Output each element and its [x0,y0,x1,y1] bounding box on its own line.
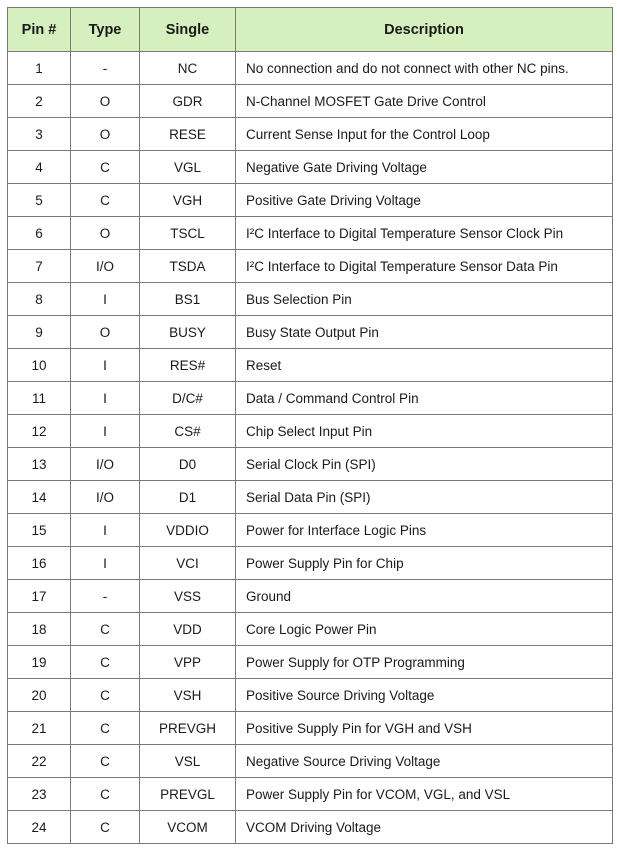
description-cell: Power Supply Pin for VCOM, VGL, and VSL [236,778,613,811]
table-row [8,85,613,118]
description-cell: Current Sense Input for the Control Loop [236,118,613,151]
table-row [8,382,613,415]
description-cell: Serial Data Pin (SPI) [236,481,613,514]
pin-cell: 21 [8,712,71,745]
signal-cell: PREVGL [140,778,236,811]
type-cell: - [71,52,140,85]
type-cell: I [71,283,140,316]
pin-cell: 19 [8,646,71,679]
type-cell: C [71,778,140,811]
header-row [8,8,613,52]
type-cell: I/O [71,481,140,514]
table-row [8,349,613,382]
table-row [8,514,613,547]
type-cell: C [71,712,140,745]
description-cell: Negative Source Driving Voltage [236,745,613,778]
table-row [8,580,613,613]
pin-cell: 5 [8,184,71,217]
signal-cell: RESE [140,118,236,151]
description-cell: I²C Interface to Digital Temperature Sensor Data Pin [236,250,613,283]
pin-cell: 16 [8,547,71,580]
description-cell: I²C Interface to Digital Temperature Sensor Clock Pin [236,217,613,250]
pin-cell: 18 [8,613,71,646]
type-cell: C [71,151,140,184]
description-cell: VCOM Driving Voltage [236,811,613,844]
table-row [8,481,613,514]
header-single: Single [140,8,236,52]
table-row [8,811,613,844]
description-cell: Negative Gate Driving Voltage [236,151,613,184]
table-row [8,415,613,448]
signal-cell: VGL [140,151,236,184]
description-cell: Power Supply for OTP Programming [236,646,613,679]
description-cell: Power Supply Pin for Chip [236,547,613,580]
table-row [8,646,613,679]
description-cell: Positive Source Driving Voltage [236,679,613,712]
type-cell: C [71,646,140,679]
type-cell: C [71,745,140,778]
header-pin: Pin # [8,8,71,52]
type-cell: I [71,415,140,448]
signal-cell: TSCL [140,217,236,250]
type-cell: O [71,316,140,349]
signal-cell: VSL [140,745,236,778]
description-cell: Positive Gate Driving Voltage [236,184,613,217]
table-row [8,118,613,151]
table-row [8,448,613,481]
pin-cell: 17 [8,580,71,613]
pin-cell: 1 [8,52,71,85]
description-cell: No connection and do not connect with other NC pins. [236,52,613,85]
table-row [8,316,613,349]
description-cell: Ground [236,580,613,613]
signal-cell: BS1 [140,283,236,316]
type-cell: C [71,184,140,217]
pin-cell: 9 [8,316,71,349]
signal-cell: D0 [140,448,236,481]
description-cell: Chip Select Input Pin [236,415,613,448]
signal-cell: CS# [140,415,236,448]
table-body [8,52,613,844]
type-cell: O [71,217,140,250]
signal-cell: NC [140,52,236,85]
pin-cell: 3 [8,118,71,151]
signal-cell: VDD [140,613,236,646]
pin-cell: 2 [8,85,71,118]
type-cell: C [71,811,140,844]
signal-cell: PREVGH [140,712,236,745]
header-type: Type [71,8,140,52]
type-cell: I/O [71,448,140,481]
signal-cell: D/C# [140,382,236,415]
pin-cell: 7 [8,250,71,283]
description-cell: Serial Clock Pin (SPI) [236,448,613,481]
table-row [8,712,613,745]
description-cell: Reset [236,349,613,382]
type-cell: O [71,118,140,151]
type-cell: C [71,679,140,712]
description-cell: Busy State Output Pin [236,316,613,349]
table-row [8,679,613,712]
pin-cell: 14 [8,481,71,514]
signal-cell: VDDIO [140,514,236,547]
signal-cell: VSH [140,679,236,712]
description-cell: Data / Command Control Pin [236,382,613,415]
signal-cell: VGH [140,184,236,217]
table-row [8,547,613,580]
type-cell: - [71,580,140,613]
type-cell: O [71,85,140,118]
pin-cell: 10 [8,349,71,382]
signal-cell: TSDA [140,250,236,283]
header-description: Description [236,8,613,52]
type-cell: I/O [71,250,140,283]
pin-cell: 22 [8,745,71,778]
pin-cell: 11 [8,382,71,415]
table-row [8,52,613,85]
type-cell: C [71,613,140,646]
table-row [8,613,613,646]
pin-table [7,7,613,844]
pin-cell: 15 [8,514,71,547]
signal-cell: VCI [140,547,236,580]
table-row [8,283,613,316]
signal-cell: RES# [140,349,236,382]
type-cell: I [71,382,140,415]
description-cell: N-Channel MOSFET Gate Drive Control [236,85,613,118]
signal-cell: VPP [140,646,236,679]
pin-cell: 6 [8,217,71,250]
table-row [8,778,613,811]
pin-cell: 13 [8,448,71,481]
table-row [8,250,613,283]
table-row [8,151,613,184]
description-cell: Power for Interface Logic Pins [236,514,613,547]
signal-cell: VCOM [140,811,236,844]
signal-cell: D1 [140,481,236,514]
table-row [8,745,613,778]
pin-cell: 12 [8,415,71,448]
type-cell: I [71,349,140,382]
pin-cell: 20 [8,679,71,712]
signal-cell: GDR [140,85,236,118]
description-cell: Positive Supply Pin for VGH and VSH [236,712,613,745]
pin-cell: 4 [8,151,71,184]
description-cell: Bus Selection Pin [236,283,613,316]
signal-cell: BUSY [140,316,236,349]
pin-cell: 8 [8,283,71,316]
table-row [8,217,613,250]
description-cell: Core Logic Power Pin [236,613,613,646]
type-cell: I [71,547,140,580]
type-cell: I [71,514,140,547]
table-row [8,184,613,217]
signal-cell: VSS [140,580,236,613]
pin-cell: 23 [8,778,71,811]
pin-cell: 24 [8,811,71,844]
